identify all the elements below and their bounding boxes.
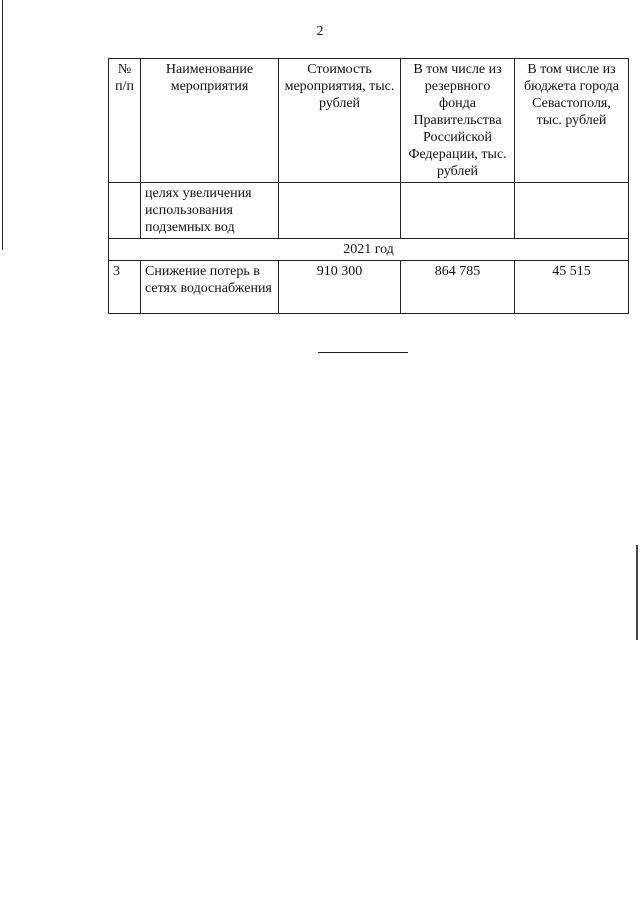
cell-reserve [401, 183, 515, 239]
cell-city: 45 515 [515, 261, 629, 314]
table-header-row [109, 59, 629, 183]
table-row [109, 183, 629, 239]
year-label: 2021 год [109, 239, 629, 261]
cell-city [515, 183, 629, 239]
end-rule [318, 352, 408, 353]
cell-reserve: 864 785 [401, 261, 515, 314]
cell-name: целях увеличения использования подземных вод [141, 183, 279, 239]
cell-num [109, 183, 141, 239]
page-number: 2 [316, 24, 324, 39]
cell-name: Снижение потерь в сетях водоснабжения [141, 261, 279, 314]
header-city-budget: В том числе из бюджета города Севастополя, тыс. рублей [515, 59, 629, 183]
header-name: Наименование мероприятия [141, 59, 279, 183]
header-reserve-fund: В том числе из резервного фонда Правительства Российской Федерации, тыс. рублей [401, 59, 515, 183]
measures-table [108, 58, 629, 314]
cell-num: 3 [109, 261, 141, 314]
header-num: № п/п [109, 59, 141, 183]
cell-cost: 910 300 [279, 261, 401, 314]
year-row [109, 239, 629, 261]
cell-cost [279, 183, 401, 239]
scan-edge-mark [636, 545, 638, 640]
table-row [109, 261, 629, 314]
header-cost: Стоимость мероприятия, тыс. рублей [279, 59, 401, 183]
